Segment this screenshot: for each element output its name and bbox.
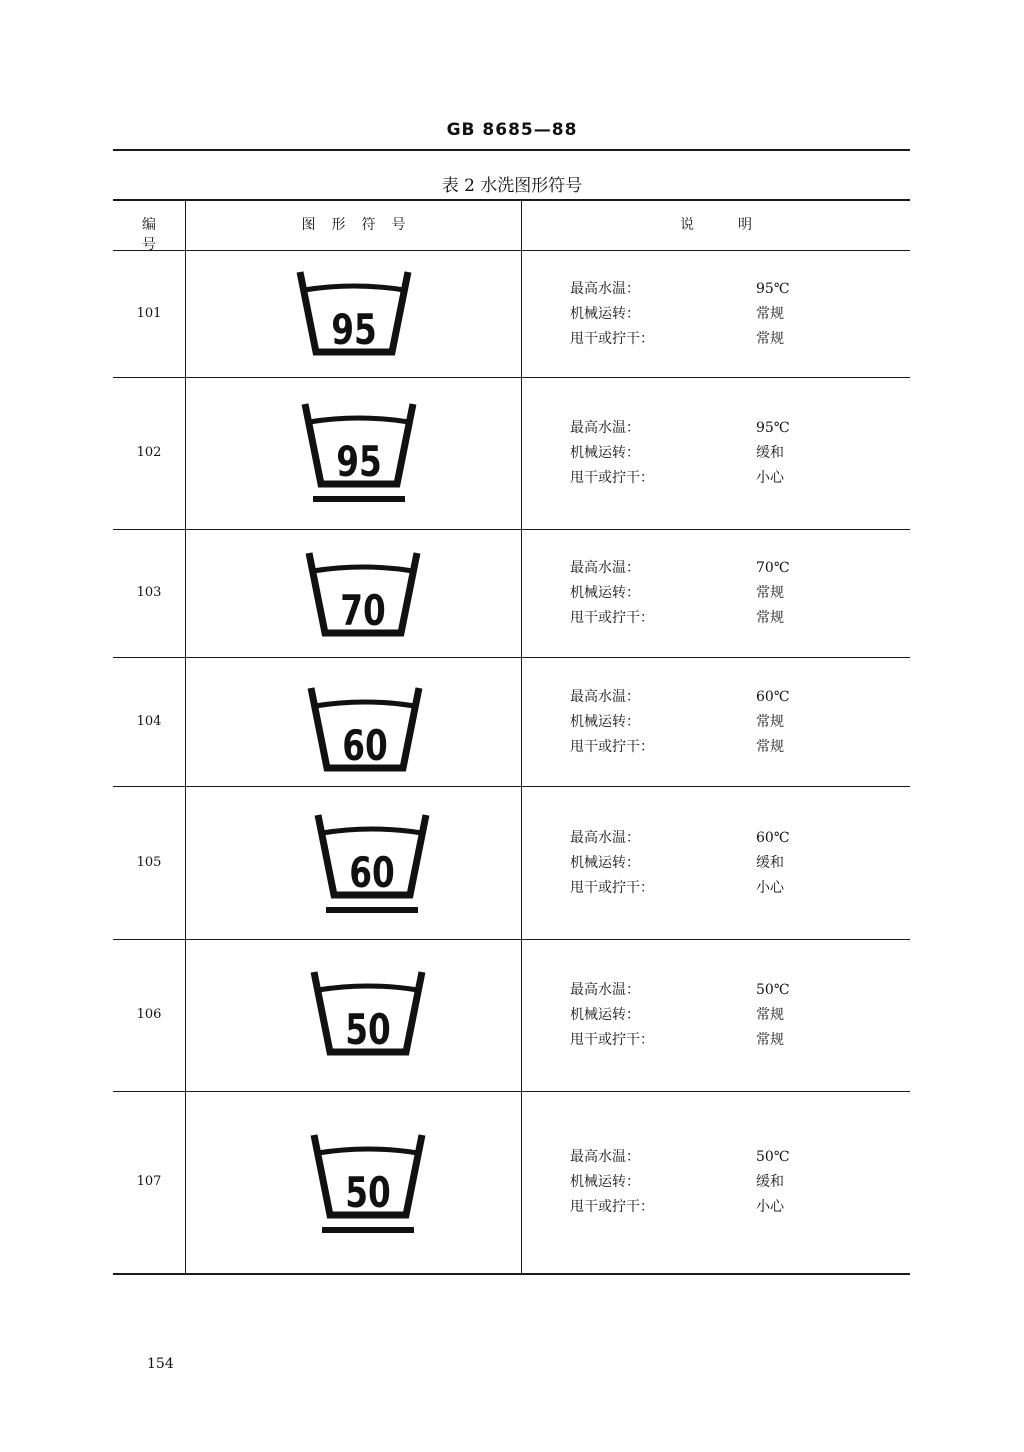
wash-tub-icon: [314, 813, 430, 917]
temperature-label: 70: [340, 585, 386, 636]
description-line: [570, 606, 789, 631]
description-line: [570, 581, 789, 606]
description-value: 60℃: [756, 688, 790, 705]
temperature-label: 95: [336, 436, 382, 487]
standard-code: GB 8685—88: [446, 120, 578, 140]
row-description: [570, 685, 789, 760]
table-row: [113, 251, 910, 378]
description-line: [570, 1145, 789, 1170]
description-label: 最高水温：: [570, 280, 640, 297]
gentle-wash-bar: [313, 496, 405, 502]
description-label: 最高水温：: [570, 420, 640, 436]
description-value: 常规: [756, 713, 784, 730]
description-value: 95℃: [756, 420, 790, 436]
column-header-id: 编号: [142, 217, 172, 253]
row-description: [570, 277, 789, 352]
description-line: [570, 277, 789, 302]
description-label: 最高水温：: [570, 688, 640, 705]
description-label: 最高水温：: [570, 982, 640, 998]
description-label: 甩干或拧干：: [570, 470, 654, 486]
description-value: 常规: [756, 1007, 784, 1023]
description-line: [570, 826, 789, 851]
description-label: 甩干或拧干：: [570, 330, 654, 347]
description-label: 机械运转：: [570, 1173, 640, 1190]
table-row: [113, 787, 910, 940]
description-value: 常规: [756, 305, 784, 322]
description-value: 常规: [756, 610, 784, 626]
table-row: [113, 658, 910, 787]
description-line: [570, 1195, 789, 1220]
description-value: 小心: [756, 879, 784, 896]
description-label: 最高水温：: [570, 829, 640, 846]
wash-tub-icon: [305, 551, 421, 637]
description-value: 缓和: [756, 445, 784, 461]
temperature-label: 50: [345, 1167, 391, 1218]
row-id: 103: [136, 585, 162, 600]
description-label: 甩干或拧干：: [570, 738, 654, 755]
description-label: 机械运转：: [570, 854, 640, 871]
temperature-label: 95: [331, 304, 377, 355]
description-line: [570, 1170, 789, 1195]
description-label: 机械运转：: [570, 713, 640, 730]
description-label: 甩干或拧干：: [570, 1198, 654, 1215]
description-label: 机械运转：: [570, 305, 640, 322]
page-number: 154: [147, 1356, 174, 1372]
table-row: [113, 1092, 910, 1273]
description-label: 甩干或拧干：: [570, 1032, 654, 1048]
description-line: [570, 327, 789, 352]
description-label: 甩干或拧干：: [570, 879, 654, 896]
gentle-wash-bar: [326, 907, 418, 913]
wash-tub-icon: [310, 970, 426, 1056]
description-label: 机械运转：: [570, 585, 640, 601]
description-line: [570, 1028, 789, 1053]
description-line: [570, 735, 789, 760]
column-header-description: 说明: [680, 217, 796, 233]
row-id: 102: [136, 445, 162, 460]
row-id: 107: [136, 1173, 162, 1189]
description-label: 机械运转：: [570, 1007, 640, 1023]
header-rule: [113, 149, 910, 151]
description-line: [570, 710, 789, 735]
description-value: 缓和: [756, 1173, 784, 1190]
description-line: [570, 466, 789, 491]
description-line: [570, 556, 789, 581]
description-line: [570, 302, 789, 327]
description-value: 60℃: [756, 829, 790, 846]
description-value: 常规: [756, 330, 784, 347]
description-label: 最高水温：: [570, 560, 640, 576]
wash-tub-icon: [296, 270, 412, 356]
description-value: 常规: [756, 585, 784, 601]
table-title: 表 2 水洗图形符号: [441, 176, 583, 196]
description-line: [570, 685, 789, 710]
row-description: [570, 416, 789, 491]
temperature-label: 60: [342, 720, 388, 771]
table-bottom-rule: [113, 1273, 910, 1275]
description-label: 最高水温：: [570, 1148, 640, 1165]
description-line: [570, 416, 789, 441]
row-id: 105: [136, 854, 162, 870]
description-label: 甩干或拧干：: [570, 610, 654, 626]
description-label: 机械运转：: [570, 445, 640, 461]
description-line: [570, 1003, 789, 1028]
wash-tub-icon: [310, 1133, 426, 1237]
table-row: [113, 940, 910, 1092]
description-line: [570, 851, 789, 876]
table-top-rule: [113, 199, 910, 201]
row-description: [570, 1145, 789, 1220]
row-description: [570, 978, 789, 1053]
table-row: [113, 530, 910, 658]
temperature-label: 50: [345, 1004, 391, 1055]
table-row: [113, 378, 910, 530]
description-line: [570, 441, 789, 466]
description-line: [570, 978, 789, 1003]
description-value: 常规: [756, 1032, 784, 1048]
description-value: 小心: [756, 470, 784, 486]
description-value: 70℃: [756, 560, 790, 576]
description-line: [570, 876, 789, 901]
row-id: 104: [136, 713, 162, 729]
row-description: [570, 556, 789, 631]
gentle-wash-bar: [322, 1227, 414, 1233]
wash-tub-icon: [307, 686, 423, 772]
row-description: [570, 826, 789, 901]
wash-tub-icon: [301, 402, 417, 506]
temperature-label: 60: [349, 847, 395, 898]
description-value: 95℃: [756, 280, 790, 297]
column-header-symbol: 图形符号: [301, 217, 422, 233]
description-value: 50℃: [756, 1148, 790, 1165]
description-value: 缓和: [756, 854, 784, 871]
row-id: 101: [136, 305, 162, 321]
row-id: 106: [136, 1007, 162, 1022]
description-value: 小心: [756, 1198, 784, 1215]
description-value: 常规: [756, 738, 784, 755]
description-value: 50℃: [756, 982, 790, 998]
